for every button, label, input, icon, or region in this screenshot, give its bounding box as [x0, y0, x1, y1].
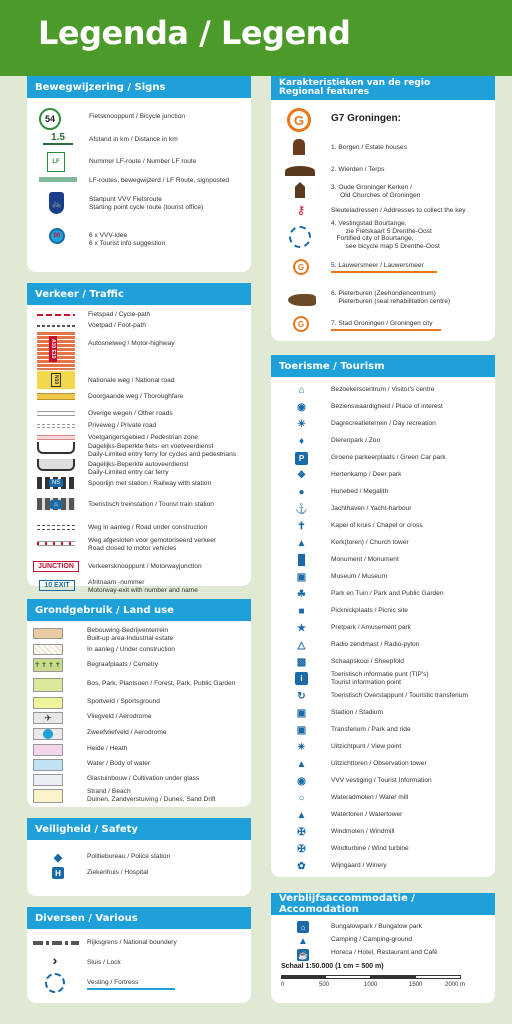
- monument-icon: █: [297, 555, 306, 566]
- scale-label: Schaal 1:50.000 (1 cm = 500 m): [281, 963, 384, 970]
- g7-title: G7 Groningen:: [331, 113, 401, 124]
- bicycle-junction-icon: 54: [39, 108, 61, 130]
- traffic-label: Doorgaande weg / Thoroughfare: [88, 393, 184, 400]
- tourism-heading: Toerisme / Tourism: [271, 355, 495, 377]
- tourism-label: Wateradmolen / Water mill: [331, 794, 409, 801]
- traffic-label: Dagelijks-Beperkte autoveerdienst Daily-Limited entry car ferry: [88, 461, 189, 476]
- deer-park-icon: ❖: [297, 470, 306, 481]
- motorway-icon: A10 E10: [37, 332, 75, 370]
- museum-icon: ▣: [296, 572, 307, 583]
- cycle-ferry-icon: [37, 442, 75, 454]
- signs-label: Nummer LF-route / Number LF route: [89, 158, 197, 165]
- visitor-centre-icon: ⌂: [298, 385, 305, 396]
- signs-label: 6 x VVV-idee 6 x Tourist info suggestion: [89, 232, 166, 247]
- accommodation-label: Bungalowpark / Bungalow park: [331, 923, 422, 930]
- place-of-interest-icon: ◉: [297, 402, 306, 413]
- under-construction-swatch: [33, 644, 63, 655]
- lock-chevron-icon: ›: [52, 952, 58, 968]
- g7-marker-icon: G: [293, 316, 309, 332]
- distance-icon: 1.5: [41, 132, 75, 146]
- traffic-label: Weg in aanleg / Road under construction: [88, 524, 208, 531]
- green-car-park-icon: P: [295, 452, 308, 465]
- tourism-label: Picknickplaats / Picnic site: [331, 607, 408, 614]
- various-panel: [27, 907, 251, 1003]
- traffic-label: Weg afgesloten voor gemotoriseerd verkeer Road closed to motor vehicles: [88, 537, 217, 552]
- church-tower-icon: ▲: [296, 538, 307, 549]
- tourism-label: Radio zendmast / Radio-pylon: [331, 641, 420, 648]
- landuse-label: Glastuinbouw / Cultivation under glass: [87, 775, 200, 782]
- pedestrian-zone-line-icon: [37, 435, 75, 440]
- traffic-label: Autosnelweg / Motor-highway: [88, 340, 175, 347]
- regional-label: 2. Wierden / Terps: [331, 166, 385, 173]
- foot-path-line-icon: [37, 325, 75, 327]
- traffic-label: Overige wegen / Other roads: [88, 410, 173, 417]
- water-tower-icon: ▲: [296, 810, 307, 821]
- zoo-icon: ♦: [298, 436, 305, 447]
- traffic-label: Toeristisch treinstation / Tourist train station: [88, 501, 214, 508]
- regional-label: 1. Borgen / Estate houses: [331, 144, 407, 151]
- touristic-transferium-icon: ↻: [297, 691, 306, 702]
- water-swatch: [33, 759, 63, 771]
- tourism-label: Bezoekerscentrum / Visitor's centre: [331, 386, 435, 393]
- tourism-label: VVV vestiging / Tourist Information: [331, 777, 432, 784]
- regional-label: 7. Stad Groningen / Groningen city: [331, 320, 441, 331]
- tourist-train-station-icon: ♨: [37, 498, 75, 510]
- thoroughfare-line-icon: [37, 393, 75, 400]
- stadium-icon: ▣: [296, 708, 307, 719]
- regional-label: 5. Lauwersmeer / Lauwersmeer: [331, 262, 437, 273]
- wind-turbine-icon: ✠: [297, 844, 306, 855]
- regional-label: 3. Oude Groninger Kerken / Old Churches of Groningen: [331, 184, 421, 199]
- seal-icon: [287, 286, 317, 306]
- tourism-label: Windturbine / Wind turbine: [331, 845, 409, 852]
- signs-heading: Bewegwijzering / Signs: [27, 76, 251, 98]
- landuse-label: Begraafplaats / Cemetry: [87, 661, 159, 668]
- page-title: Legenda / Legend: [38, 14, 351, 52]
- day-recreation-icon: ☀: [297, 419, 306, 430]
- landuse-label: Bos, Park, Plantsoen / Forest, Park, Public Garden: [87, 680, 236, 687]
- car-ferry-icon: [37, 459, 75, 471]
- view-point-icon: ✴: [297, 742, 306, 753]
- g7-logo-icon: G: [287, 108, 311, 132]
- landuse-label: Heide / Heath: [87, 745, 128, 752]
- railway-station-icon: NS: [37, 477, 75, 489]
- other-roads-line-icon: [37, 411, 75, 416]
- traffic-label: Afritnaam -nummer Motorway-exit with number and name: [88, 579, 198, 594]
- tourism-label: Kapel of kruis / Chapel or cross: [331, 522, 423, 529]
- road-under-construction-line-icon: [37, 525, 75, 530]
- junction-icon: JUNCTION: [33, 561, 79, 572]
- tourism-label: Jachthaven / Yacht-harbour: [331, 505, 412, 512]
- cycle-route-start-icon: 🚲: [49, 192, 64, 214]
- accommodation-panel: [271, 893, 495, 1003]
- terp-icon: [285, 160, 315, 176]
- glasshouse-swatch: [33, 774, 63, 786]
- traffic-label: Fietspad / Cycle-path: [88, 311, 151, 318]
- estate-house-icon: [293, 139, 305, 155]
- aerodrome-swatch: ✈: [33, 712, 63, 724]
- tourism-label: Toeristisch informatie punt (TIP's) Tourist information point: [331, 671, 429, 686]
- scale-tick-label: 2000 m: [445, 982, 466, 988]
- private-road-line-icon: [37, 424, 75, 428]
- tourism-label: Monument / Monument: [331, 556, 399, 563]
- vvv-idea-pin-icon: 00: [49, 228, 65, 244]
- signs-label: Afstand in km / Distance in km: [89, 136, 178, 143]
- accommodation-label: Horeca / Hotel, Restaurant and Café: [331, 949, 438, 956]
- accommodation-label: Camping / Camping-ground: [331, 936, 412, 943]
- lf-signposted-line-icon: [39, 177, 77, 182]
- safety-label: Politiebureau / Police station: [87, 853, 171, 860]
- picnic-site-icon: ■: [298, 606, 305, 617]
- park-garden-icon: ☘: [297, 589, 306, 600]
- landuse-label: Zweefvliefveld / Aerodrome: [87, 729, 167, 736]
- cemetery-swatch: ✝✝✝✝: [33, 658, 63, 672]
- tourism-label: Dagrecreatieterrein / Day recreation: [331, 420, 436, 427]
- traffic-label: Nationale weg / National road: [88, 377, 175, 384]
- camping-icon: ▲: [298, 935, 308, 947]
- police-station-icon: ◆: [53, 851, 63, 864]
- scale-bar: [281, 975, 461, 979]
- tourism-label: Schaapskooi / Sheepfold: [331, 658, 404, 665]
- glider-aerodrome-swatch: [33, 728, 63, 740]
- hotel-restaurant-icon: ☕: [298, 950, 308, 960]
- megalith-icon: ●: [298, 487, 305, 498]
- tourism-label: Museum / Museum: [331, 573, 388, 580]
- bungalow-park-icon: ⌂: [297, 921, 309, 933]
- motorway-exit-icon: 10 EXIT: [39, 580, 75, 591]
- lf-route-icon: LF: [47, 152, 65, 172]
- tourism-label: Stadion / Stadium: [331, 709, 384, 716]
- g7-marker-icon: G: [293, 259, 309, 275]
- various-heading: Diversen / Various: [27, 907, 251, 929]
- radio-pylon-icon: △: [297, 640, 306, 651]
- accommodation-heading: Verblijfsaccommodatie / Accomodation: [271, 893, 495, 915]
- page-header: [0, 0, 512, 76]
- traffic-label: Spoorlijn met station / Railway with station: [88, 480, 212, 487]
- scale-tick-label: 500: [319, 982, 330, 988]
- beach-swatch: [33, 789, 63, 803]
- windmill-icon: ✠: [297, 827, 306, 838]
- chapel-cross-icon: ✝: [297, 521, 306, 532]
- tourist-info-point-icon: i: [295, 672, 308, 685]
- regional-panel: [271, 76, 495, 341]
- traffic-label: Voetpad / Foot-path: [88, 322, 146, 329]
- cycle-path-line-icon: [37, 314, 75, 316]
- water-mill-icon: ○: [298, 793, 305, 804]
- park-and-ride-icon: ▣: [296, 725, 307, 736]
- tourism-label: Groene parkeerplaats / Green Car park: [331, 454, 446, 461]
- tourism-label: Uitzichttoren / Observation tower: [331, 760, 427, 767]
- regional-label: 4. Vestingstad Bourtange, zie Fietskaart 5 Drenthe-Oost Fortified city of Bourtange, see bicycle map 5 Drenthe-Oost: [331, 220, 440, 250]
- regional-heading-line1: Karakteristieken van de regio: [279, 77, 431, 88]
- observation-tower-icon: ▲: [296, 759, 307, 770]
- landuse-label: Strand / Beach Duinen, Zandverstuiving / Dunes, Sand Drift: [87, 788, 216, 803]
- regional-heading: [271, 76, 495, 100]
- various-label: Vesting / Fortress: [87, 979, 175, 990]
- landuse-label: Sportveld / Sportsground: [87, 698, 160, 705]
- various-label: Rijksgrens / National boundery: [87, 939, 177, 946]
- tourism-label: Hunebed / Megalith: [331, 488, 389, 495]
- landuse-heading: Grondgebruik / Land use: [27, 599, 251, 621]
- tourist-information-icon: ◉: [297, 776, 306, 787]
- sheepfold-icon: ▩: [296, 657, 307, 668]
- key-icon: ⚷: [296, 203, 306, 217]
- tourism-label: Dierenpark / Zoo: [331, 437, 381, 444]
- built-up-swatch: [33, 628, 63, 639]
- tourism-label: Pretpark / Amusement park: [331, 624, 411, 631]
- national-boundary-line-icon: [33, 941, 79, 945]
- traffic-label: Priveweg / Private road: [88, 422, 157, 429]
- tourism-label: Park en Tuin / Park and Public Garden: [331, 590, 444, 597]
- safety-panel: [27, 818, 251, 896]
- landuse-label: Vliegveld / Aerodrome: [87, 713, 152, 720]
- regional-label: Sleuteladressen / Addresses to collect the key: [331, 207, 466, 214]
- traffic-label: Dagelijks-Beperkte fiets- en voetveerdienst Daily-Limited entry ferry for cycles and pedestrians: [88, 443, 237, 458]
- tourism-label: Watertoren / Watertower: [331, 811, 403, 818]
- tourism-label: Hertenkamp / Deer park: [331, 471, 402, 478]
- scale-tick-label: 1500: [409, 982, 423, 988]
- forest-swatch: [33, 678, 63, 692]
- traffic-label: Voetgangersgebied / Pedestrian zone: [88, 434, 198, 441]
- tourism-label: Toeristisch Overstappunt / Touristic transferium: [331, 692, 468, 699]
- tourism-label: Uitzichtpunt / View point: [331, 743, 402, 750]
- traffic-heading: Verkeer / Traffic: [27, 283, 251, 305]
- amusement-park-icon: ★: [297, 623, 306, 634]
- heath-swatch: [33, 744, 63, 756]
- landuse-label: In aanleg / Under construction: [87, 646, 175, 653]
- signs-panel: [27, 76, 251, 272]
- landuse-label: Water / Body of water: [87, 760, 151, 767]
- landuse-panel: [27, 599, 251, 807]
- tourism-label: Wijngaard / Winery: [331, 862, 387, 869]
- various-label: Sluis / Lock: [87, 959, 121, 966]
- tourism-label: Kerk(toren) / Church tower: [331, 539, 409, 546]
- old-church-icon: [295, 182, 305, 198]
- road-closed-line-icon: [37, 541, 75, 546]
- landuse-label: Bebouwing-Bedrijventerrein Built-up area-Industrial estate: [87, 627, 174, 642]
- signs-label: Fietsknooppunt / Bicycle junction: [89, 113, 186, 120]
- sportsground-swatch: [33, 697, 63, 709]
- hospital-icon: H: [52, 867, 64, 879]
- signs-label: LF-routes, bewegwijzerd / LF Route, signposted: [89, 177, 230, 184]
- traffic-label: Verkeersknooppunt / Motorwayjunction: [88, 563, 202, 570]
- scale-tick-label: 0: [281, 982, 285, 988]
- tourism-label: Bezienswaardigheid / Place of interest: [331, 403, 443, 410]
- signs-label: Startpunt VVV Fietsroute Starting point cycle route (tourist office): [89, 196, 204, 211]
- national-road-icon: N10: [37, 371, 75, 389]
- regional-heading-line2: Regional features: [279, 87, 370, 97]
- scale-tick-label: 1000: [364, 982, 378, 988]
- yacht-harbour-icon: ⚓: [295, 504, 308, 515]
- tourism-label: Transferium / Park and ride: [331, 726, 411, 733]
- regional-label: 6. Pieterburen (Zeehondencentrum) Pieterburen (seal rehabilitation centre): [331, 290, 451, 305]
- winery-icon: ✿: [297, 861, 306, 872]
- safety-label: Ziekenhuis / Hospital: [87, 869, 149, 876]
- fortress-icon: [45, 973, 65, 993]
- traffic-panel: [27, 283, 251, 594]
- fortified-city-icon: [289, 226, 311, 248]
- tourism-label: Windmolen / Windmill: [331, 828, 395, 835]
- tourism-panel: [271, 355, 495, 877]
- safety-heading: Veiligheid / Safety: [27, 818, 251, 840]
